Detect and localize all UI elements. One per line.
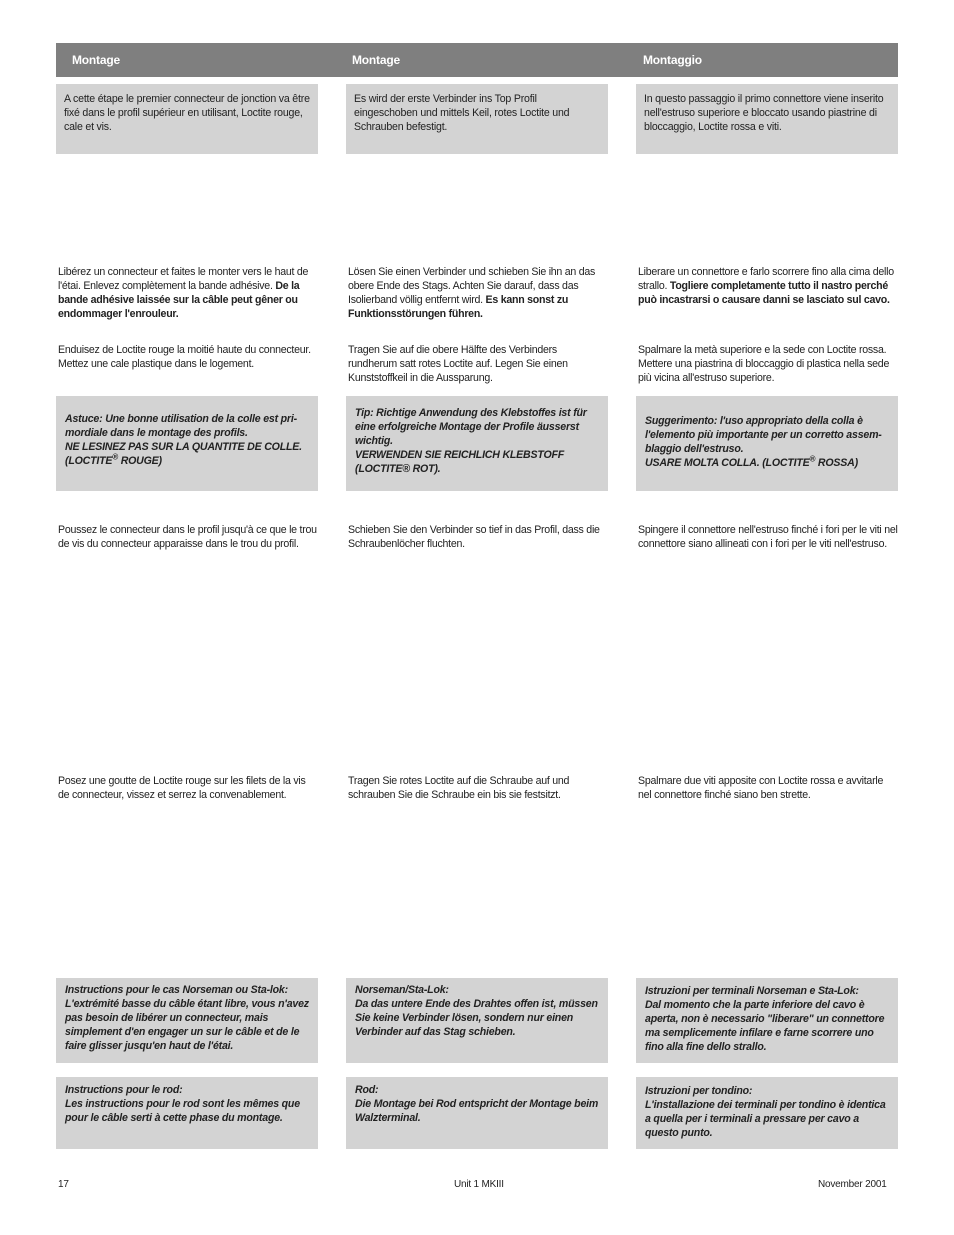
intro-box-fr: A cette étape le premier connecteur de jonction va être fixé dans le profil supérieur en utilisant, Loctite rouge, cale et vis. [56,84,318,154]
footer-date: November 2001 [818,1179,887,1190]
tip-box-fr: Astuce: Une bonne utilisation de la colle est pri- mordiale dans le montage des profils. NE LESINEZ PAS SUR LA QUANTITE DE COLLE. (LOCTITE® ROUGE) [56,396,318,491]
rod-box-de: Rod: Die Montage bei Rod entspricht der Montage beim Walzterminal. [346,1077,608,1149]
push-paragraph-de: Schieben Sie den Verbinder so tief in das Profil, dass die Schraubenlöcher fluchten. [348,524,600,550]
screw-paragraph-it: Spalmare due viti apposite con Loctite rossa e avvitarle nel connettore finché siano ben strette. [638,775,884,801]
header-it: Montaggio [643,53,702,67]
norseman-box-fr: Instructions pour le cas Norseman ou Sta-lok: L'extrémité basse du câble étant libre, vous n'avez pas besoin de libérer un connecteur, mais simplement d'en engager un sur le câble et de le faire glisser jusqu'en haut de l'étai. [56,978,318,1063]
rod-box-fr: Instructions pour le rod: Les instructions pour le rod sont les mêmes que pour le câble serti à cette phase du montage. [56,1077,318,1149]
push-paragraph-fr: Poussez le connecteur dans le profil jusqu'à ce que le trou de vis du connecteur apparaisse dans le trou du profil. [58,524,317,550]
intro-box-it: In questo passaggio il primo connettore viene inserito nell'estruso superiore e bloccato usando piastrine di bloccaggio, Loctite rossa e viti. [636,84,898,154]
release-paragraph-de: Lösen Sie einen Verbinder und schieben Sie ihn an das obere Ende des Stags. Achten Sie darauf, dass das Isolierband völlig entfernt wird. Es kann sonst zu Funktionsstörungen führen. [348,266,596,320]
release-paragraph-fr: Libérez un connecteur et faites le monter vers le haut de l'étai. Enlevez complètement la bande adhésive. De la bande adhésive laissée sur la câble peut gêner ou endommager l'enrouleur. [58,266,309,320]
footer-unit: Unit 1 MKIII [454,1179,504,1190]
loctite-paragraph-it: Spalmare la metà superiore e la sede con Loctite rossa. Mettere una piastrina di bloccaggio di plastica nella sede più vicina all'estruso superiore. [638,344,890,384]
page-number: 17 [58,1179,69,1190]
screw-paragraph-fr: Posez une goutte de Loctite rouge sur les filets de la vis de connecteur, vissez et serrez la convenablement. [58,775,306,801]
norseman-box-it: Istruzioni per terminali Norseman e Sta-Lok: Dal momento che la parte inferiore del cavo è aperta, non è necessario "liberare" un connettore ma semplicemente infilare e farne scorrere uno fino alla fine dello strallo. [636,978,898,1063]
column-header-bar [56,43,898,77]
loctite-paragraph-fr: Enduisez de Loctite rouge la moitié haute du connecteur. Mettez une cale plastique dans le logement. [58,344,311,370]
loctite-paragraph-de: Tragen Sie auf die obere Hälfte des Verbinders rundherum satt rotes Loctite auf. Legen Sie einen Kunststoffkeil in die Aussparung. [348,344,568,384]
push-paragraph-it: Spingere il connettore nell'estruso finché i fori per le viti nel connettore siano allineati con i fori per le viti nell'estruso. [638,524,898,550]
intro-box-de: Es wird der erste Verbinder ins Top Profil eingeschoben und mittels Keil, rotes Loctite und Schrauben befestigt. [346,84,608,154]
release-paragraph-it: Liberare un connettore e farlo scorrere fino alla cima dello strallo. Togliere completamente tutto il nastro perché può incastrarsi o causare danni se lasciato sul cavo. [638,266,894,306]
screw-paragraph-de: Tragen Sie rotes Loctite auf die Schraube auf und schrauben Sie die Schraube ein bis sie festsitzt. [348,775,570,801]
rod-box-it: Istruzioni per tondino: L'installazione dei terminali per tondino è identica a quella per i terminali a pressare per cavo a questo punto. [636,1077,898,1149]
tip-box-it: Suggerimento: l'uso appropriato della colla è l'elemento più importante per un corretto assem- blaggio dell'estruso. USARE MOLTA COLLA. (LOCTITE® ROSSA) [636,396,898,491]
tip-box-de: Tip: Richtige Anwendung des Klebstoffes ist für eine erfolgreiche Montage der Profile äusserst wichtig. VERWENDEN SIE REICHLICH KLEBSTOFF (LOCTITE® ROT). [346,396,608,491]
norseman-box-de: Norseman/Sta-Lok: Da das untere Ende des Drahtes offen ist, müssen Sie keine Verbinder lösen, sondern nur einen Verbinder auf das Stag schieben. [346,978,608,1063]
header-fr: Montage [72,53,120,67]
header-de: Montage [352,53,400,67]
